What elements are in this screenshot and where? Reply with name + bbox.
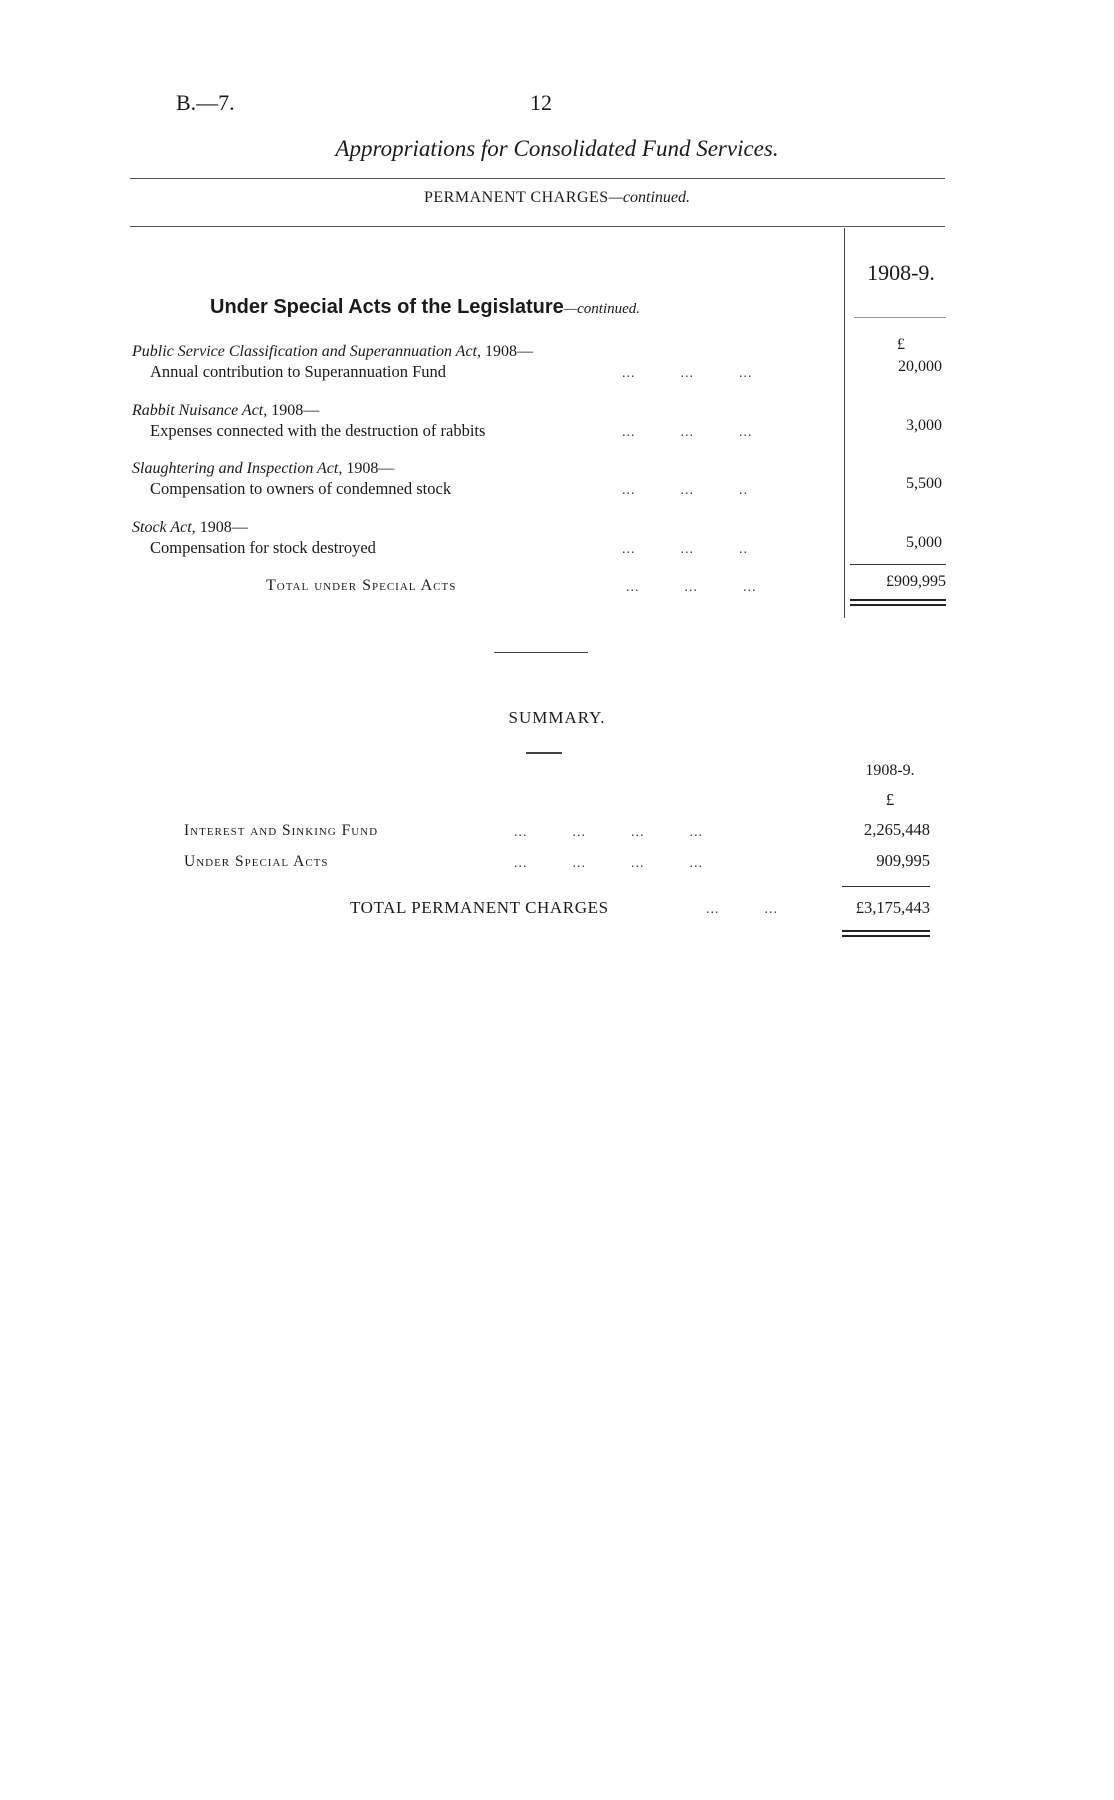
- subtitle-text: PERMANENT CHARGES: [424, 189, 609, 206]
- double-rule-bottom: [850, 604, 946, 606]
- act-year: 1908—: [485, 343, 533, 360]
- summary-row-amount: 909,995: [876, 851, 930, 870]
- leader-dots: ... ... ..: [622, 542, 748, 557]
- summary-row-label: Interest and Sinking Fund: [184, 822, 379, 839]
- summary-title-rule: [526, 752, 562, 754]
- year-heading: 1908-9.: [867, 260, 935, 285]
- act-year: 1908—: [199, 519, 248, 536]
- act-title: Slaughtering and Inspection Act,: [132, 460, 343, 477]
- summary-row-amount: 2,265,448: [864, 820, 930, 839]
- act-year: 1908—: [271, 402, 320, 419]
- leader-dots: ... ... ..: [622, 483, 748, 498]
- total-amount: £909,995: [886, 573, 946, 590]
- act-name: [132, 343, 533, 361]
- act-year: 1908—: [346, 460, 395, 477]
- row-amount: 3,000: [906, 417, 942, 434]
- rule-top: [130, 178, 945, 179]
- total-rule: [850, 564, 946, 565]
- subtitle-suffix: —continued.: [608, 189, 690, 206]
- document-reference: B.—7.: [176, 90, 235, 115]
- leader-dots: ... ... ... ...: [514, 856, 703, 871]
- summary-double-rule-top: [842, 930, 930, 932]
- summary-total-label: TOTAL PERMANENT CHARGES: [350, 898, 609, 917]
- act-title: Rabbit Nuisance Act,: [132, 402, 268, 419]
- act-title: Stock Act,: [132, 519, 196, 536]
- leader-dots: ... ... ...: [626, 580, 757, 595]
- act-name: [132, 519, 248, 537]
- section-separator: [494, 652, 588, 653]
- page-subtitle: [0, 189, 1114, 207]
- row-description: Compensation to owners of condemned stock: [150, 479, 452, 498]
- act-title: Public Service Classification and Superannuation Act,: [132, 343, 481, 360]
- row-amount: 5,500: [906, 475, 942, 492]
- double-rule-top: [850, 599, 946, 601]
- summary-double-rule-bottom: [842, 935, 930, 937]
- column-divider: [844, 228, 845, 618]
- section-heading-suffix: —continued.: [563, 301, 641, 317]
- summary-year-heading: 1908-9.: [865, 762, 915, 779]
- row-description: Expenses connected with the destruction of rabbits: [150, 421, 486, 440]
- row-amount: 5,000: [906, 534, 942, 551]
- row-description: Annual contribution to Superannuation Fund: [150, 362, 447, 381]
- page-title: Appropriations for Consolidated Fund Services.: [335, 136, 779, 161]
- leader-dots: ... ... ...: [622, 366, 753, 381]
- summary-currency-symbol: £: [885, 790, 895, 809]
- section-heading: [210, 296, 640, 319]
- leader-dots: ... ... ...: [622, 425, 753, 440]
- rule-under-subtitle: [130, 226, 945, 227]
- leader-dots: ... ... ... ...: [514, 825, 703, 840]
- year-heading-rule: [854, 317, 946, 318]
- row-amount: 20,000: [898, 358, 942, 375]
- currency-symbol: £: [897, 336, 905, 353]
- summary-row-label: Under Special Acts: [184, 853, 329, 870]
- summary-total-rule: [842, 886, 930, 887]
- row-description: Compensation for stock destroyed: [150, 538, 376, 557]
- total-label: Total under Special Acts: [266, 577, 457, 594]
- summary-title: SUMMARY.: [508, 708, 606, 727]
- section-heading-text: Under Special Acts of the Legislature: [210, 296, 564, 318]
- summary-total-amount: £3,175,443: [855, 898, 930, 917]
- act-name: [132, 402, 319, 420]
- act-name: [132, 460, 394, 478]
- leader-dots: ... ...: [706, 902, 778, 917]
- page-number: 12: [530, 90, 552, 115]
